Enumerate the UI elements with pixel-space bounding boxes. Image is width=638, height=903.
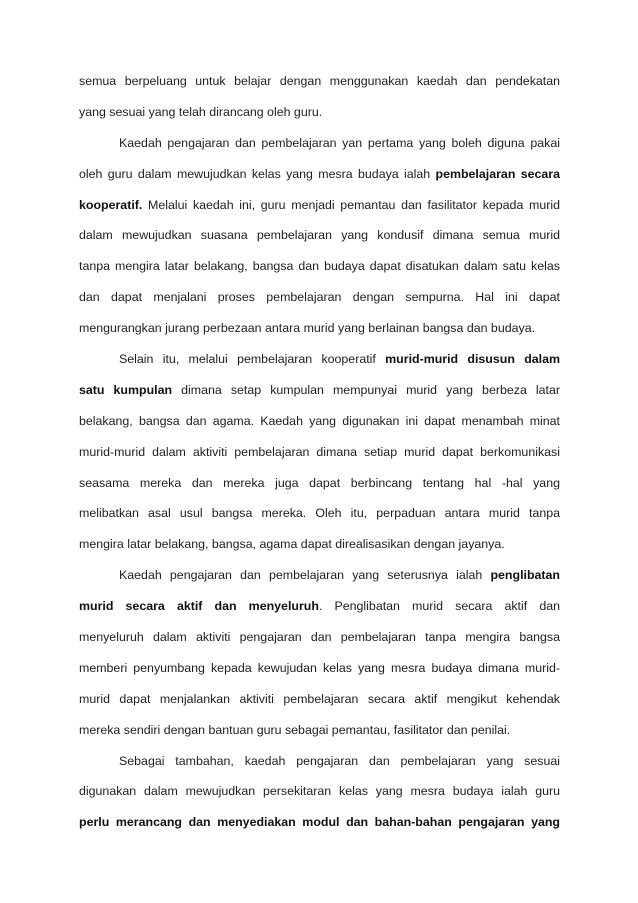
paragraph (79, 566, 560, 751)
bold-text: pembelajaran secara (435, 166, 560, 181)
text-line (79, 782, 560, 813)
text-line (79, 504, 560, 535)
bold-text: murid secara aktif dan menyeluruh (79, 599, 319, 614)
text-line (79, 659, 560, 690)
text-line (79, 752, 560, 783)
bold-text: murid-murid disusun dalam (385, 352, 560, 367)
text-line (79, 813, 560, 844)
document-page (79, 72, 560, 844)
text-line (79, 103, 560, 134)
text-run: mengurangkan jurang perbezaan antara murid yang berlainan bangsa dan budaya. (79, 321, 536, 336)
text-run: memberi penyumbang kepada kewujudan kelas yang mesra budaya dimana murid- (79, 660, 560, 675)
text-run: melibatkan asal usul bangsa mereka. Oleh itu, perpaduan antara murid tanpa (79, 506, 560, 521)
text-run: mereka sendiri dengan bantuan guru sebagai pemantau, fasilitator dan penilai. (79, 722, 511, 737)
text-line (79, 443, 560, 474)
text-run: tanpa mengira latar belakang, bangsa dan budaya dapat disatukan dalam satu kelas (79, 259, 560, 274)
text-run: mengira latar belakang, bangsa, agama dapat direalisasikan dengan jayanya. (79, 537, 505, 552)
text-line (79, 535, 560, 566)
text-run: menyeluruh dalam aktiviti pengajaran dan pembelajaran tanpa mengira bangsa (79, 630, 560, 645)
text-run: belakang, bangsa dan agama. Kaedah yang digunakan ini dapat menambah minat (79, 413, 560, 428)
text-run: dan dapat menjalani proses pembelajaran dengan sempurna. Hal ini dapat (79, 290, 560, 305)
text-run: digunakan dalam mewujudkan persekitaran kelas yang mesra budaya ialah guru (79, 784, 560, 799)
text-run: Selain itu, melalui pembelajaran kooperatif (119, 352, 386, 367)
text-line (79, 381, 560, 412)
text-line (79, 319, 560, 350)
text-run: Sebagai tambahan, kaedah pengajaran dan pembelajaran yang sesuai (119, 753, 560, 768)
text-line (79, 350, 560, 381)
text-line (79, 257, 560, 288)
text-line (79, 597, 560, 628)
paragraph (79, 752, 560, 845)
text-line (79, 721, 560, 752)
text-run: . Penglibatan murid secara aktif dan (318, 599, 560, 614)
text-run: yang sesuai yang telah dirancang oleh guru. (79, 104, 323, 119)
text-run: semua berpeluang untuk belajar dengan menggunakan kaedah dan pendekatan (79, 74, 560, 88)
bold-text: perlu merancang dan menyediakan modul dan bahan-bahan pengajaran yang (79, 815, 560, 830)
text-run: dalam mewujudkan suasana pembelajaran yang kondusif dimana semua murid (79, 228, 560, 243)
paragraph (79, 72, 560, 134)
text-line (79, 196, 560, 227)
text-line (79, 566, 560, 597)
text-run: oleh guru dalam mewujudkan kelas yang mesra budaya ialah (79, 166, 436, 181)
text-line (79, 628, 560, 659)
text-run: seasama mereka dan mereka juga dapat berbincang tentang hal -hal yang (79, 475, 560, 490)
text-line (79, 226, 560, 257)
paragraph (79, 350, 560, 566)
bold-text: kooperatif. (79, 197, 143, 212)
bold-text: penglibatan (490, 568, 560, 583)
text-run: dimana setap kumpulan mempunyai murid yang berbeza latar (172, 382, 560, 397)
text-run: Melalui kaedah ini, guru menjadi pemantau dan fasilitator kepada murid (142, 197, 560, 212)
text-run: murid-murid dalam aktiviti pembelajaran dimana setiap murid dapat berkomunikasi (79, 444, 560, 459)
text-line (79, 134, 560, 165)
text-line (79, 412, 560, 443)
text-run: murid dapat menjalankan aktiviti pembelajaran secara aktif mengikut kehendak (79, 691, 560, 706)
text-line (79, 690, 560, 721)
text-run: Kaedah pengajaran dan pembelajaran yang seterusnya ialah (119, 568, 491, 583)
text-run: Kaedah pengajaran dan pembelajaran yan pertama yang boleh diguna pakai (119, 135, 560, 150)
text-line (79, 165, 560, 196)
text-line (79, 72, 560, 103)
bold-text: satu kumpulan (79, 382, 173, 397)
paragraph (79, 134, 560, 350)
text-line (79, 474, 560, 505)
text-line (79, 288, 560, 319)
